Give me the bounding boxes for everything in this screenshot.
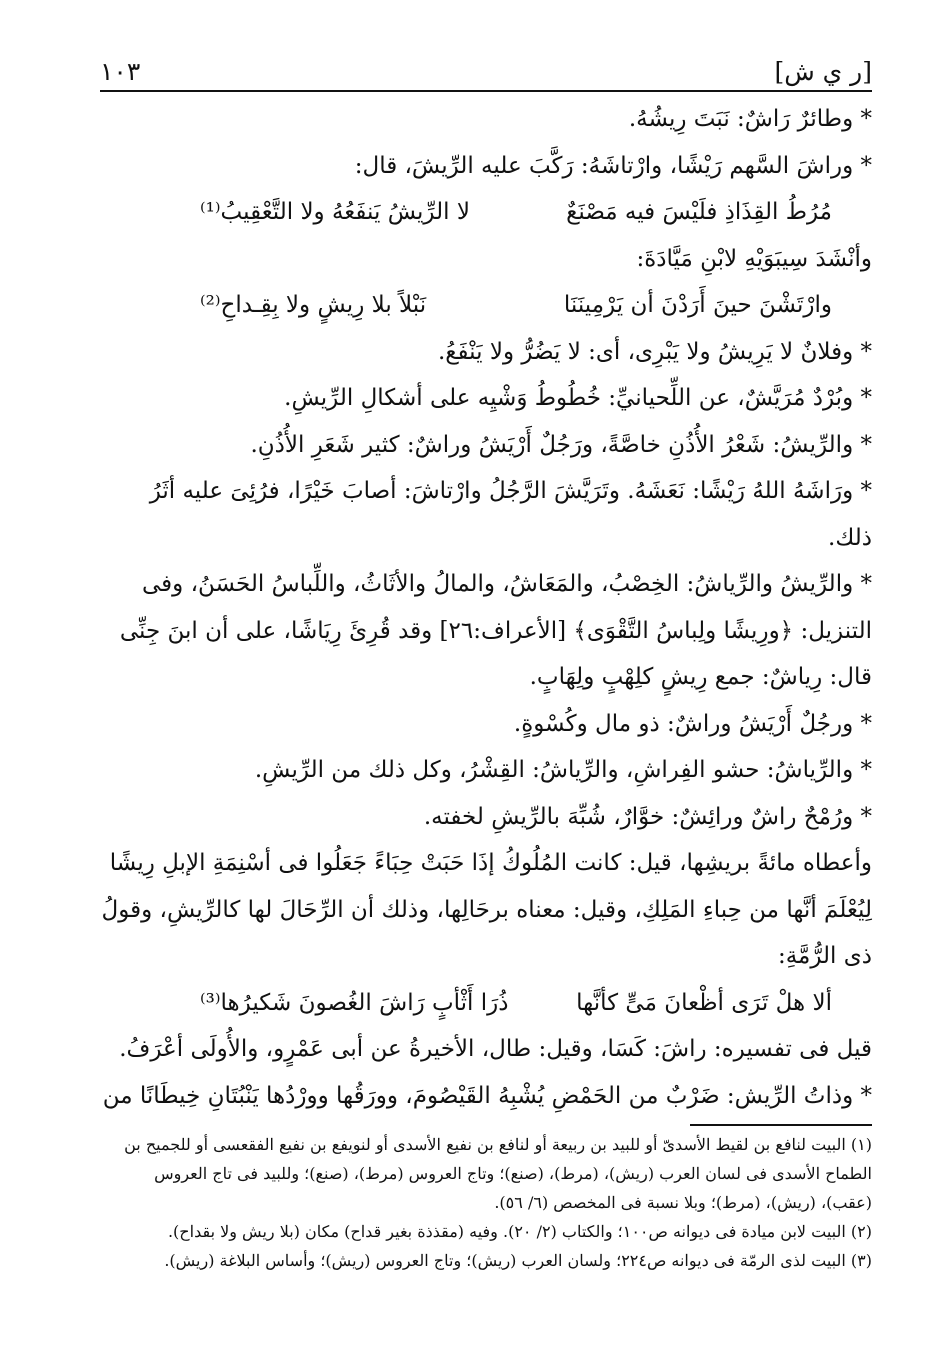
text-line: * والرِّياشُ: حشو الفِراشِ، والرِّياشُ: القِشْرُ، وكل ذلك من الرِّيشِ. (254, 757, 872, 783)
text-line: وأنْشَدَ سِيبَوَيْهِ لابْنِ مَيَّادَةَ: (636, 245, 872, 272)
footnote: (١) البيت لنافع بن لقيط الأسدىّ أو للبيد بن ربيعة أو لنافع بن نفيع الأسدى أو لنويفع بن نفيع الفقعسى أو للجميح بن الطماح الأسدى فى لسان العرب (ريش)، (مرط)، (صنع)؛ وتاج العروس (مرط)، (صنع)؛ وللبيد فى تاج العروس (عقب)، (ريش)، (مرط)؛ وبلا نسبة فى المخصص (٦/ ٥٦). (124, 1135, 872, 1212)
verse-first-hemistich: مُرُطُ القِذَاذِ فلَيْسَ فيه مَصْنَعٌ (566, 199, 832, 225)
header-rule (100, 90, 872, 92)
footnotes (100, 1130, 872, 1275)
text-line: * وذاتُ الرِّيش: ضَرْبٌ من الحَمْضِ يُشْبِهُ القَيْصُومَ، وورَقُها وورْدُها يَنْبُتَانِ خِيطَانًا من (102, 1082, 872, 1109)
text-line: * وبُرْدٌ مُرَيَّشٌ، عن اللِّحيانيِّ: خُطُوطُ وَشْيِه على أشكالِ الرِّيشِ. (284, 385, 872, 411)
footnote: (٢) البيت لابن ميادة فى ديوانه ص١٠٠؛ والكتاب (٢/ ٢٠). وفيه (مقذذة بغير قداح) مكان (بلا ريش ولا بقداح). (167, 1222, 872, 1241)
main-text (100, 96, 872, 1119)
text-line: * ورُمْحٌ راشٌ ورائِشٌ: خوَّارٌ، شُبِّهَ بالرِّيشِ لخفته. (423, 803, 872, 830)
verse (100, 282, 872, 329)
paragraph: وأعطاه مائةً بريشِها، قيل: كانت المُلُوكُ إذَا حَبَتْ حِبَاءً جَعَلُوا فى أسْنِمَةِ الإبلِ رِيشًا لِيُعْلَمَ أنَّها من حِباءِ المَلِكِ، وقيل: معناه برحَالِها، وذلك أن الرِّحَالَ لها كالرِّيشِ، وقولُ ذى الرُّمَّةِ: (101, 850, 872, 969)
text-line: * ورجُلٌ أَرْيَشُ وراشٌ: ذو مال وكُسْوةٍ. (513, 710, 872, 737)
verse-first-hemistich: ألا هلْ تَرَى أظْعانَ مَىٍّ كأنَّها (576, 989, 832, 1016)
verse-first-hemistich: وارْتَشْنَ حينَ أَرَدْنَ أن يَرْمِينَنَا (563, 292, 832, 318)
entry-root-label: [ر ي ش] (774, 57, 872, 86)
verse-second-hemistich: ذُرَا أَثْأبٍ رَاشَ الغُصونَ شَكيرُها⁽³⁾ (200, 989, 509, 1016)
page-number: ١٠٣ (100, 57, 141, 86)
text-line: * وراشَ السَّهم رَيْشًا، وارْتاشَهُ: رَكَّبَ عليه الرِّيشَ، قال: (354, 152, 872, 179)
page-header (100, 46, 872, 86)
text-line: * وطائرٌ رَاشٌ: نَبَتَ رِيشُهُ. (628, 106, 872, 132)
footnote: (٣) البيت لذى الرمّة فى ديوانه ص٢٢٤؛ ولسان العرب (ريش)؛ وتاج العروس (ريش)؛ وأساس البلاغة (ريش). (164, 1251, 872, 1270)
text-line: * وفلانٌ لا يَرِيشُ ولا يَبْرِى، أى: لا يَضُرُّ ولا يَنْفَعُ. (438, 338, 872, 365)
verse-second-hemistich: لا الرِّيشُ يَنفَعُهُ ولا التَّعْقِيبُ⁽¹⁾ (200, 199, 470, 225)
verse (100, 980, 872, 1027)
text-line: * والرِّيشُ: شَعْرُ الأُذُنِ خاصَّةً، ورَجُلٌ أَرْيَشُ وراشٌ: كثير شَعَرِ الأُذُنِ. (250, 431, 872, 458)
text-line: قيل فى تفسيره: راشَ: كَسَا، وقيل: طال، الأخيرةُ عن أبى عَمْرٍو، والأُولَى أعْرَفُ. (119, 1036, 872, 1062)
verse (100, 189, 872, 236)
paragraph: * والرِّيشُ والرِّياشُ: الخِصْبُ، والمَعَاشُ، والمالُ والأثَاثُ، واللِّباسُ الحَسَنُ، وفى التنزيل: ﴿ورِيشًا ولِباسُ التَّقْوَى﴾ [الأعراف:٢٦] وقد قُرِئَ رِيَاشًا، على أن ابنَ جِنِّى قال: رِياشٌ: جمع رِيشٍ كلِهْبٍ ولِهَابٍ. (119, 571, 872, 690)
footnote-rule (690, 1124, 872, 1126)
text-line: * ورَاشَهُ اللهُ رَيْشًا: نَعَشَهُ. وتَرَيَّشَ الرَّجُلُ وارْتاشَ: أصابَ خَيْرًا، فرُئِىَ عليه أثَرُ ذلك. (149, 478, 872, 551)
verse-second-hemistich: نَبْلاً بلا رِيشٍ ولا بِقِـداحِ⁽²⁾ (200, 292, 427, 318)
